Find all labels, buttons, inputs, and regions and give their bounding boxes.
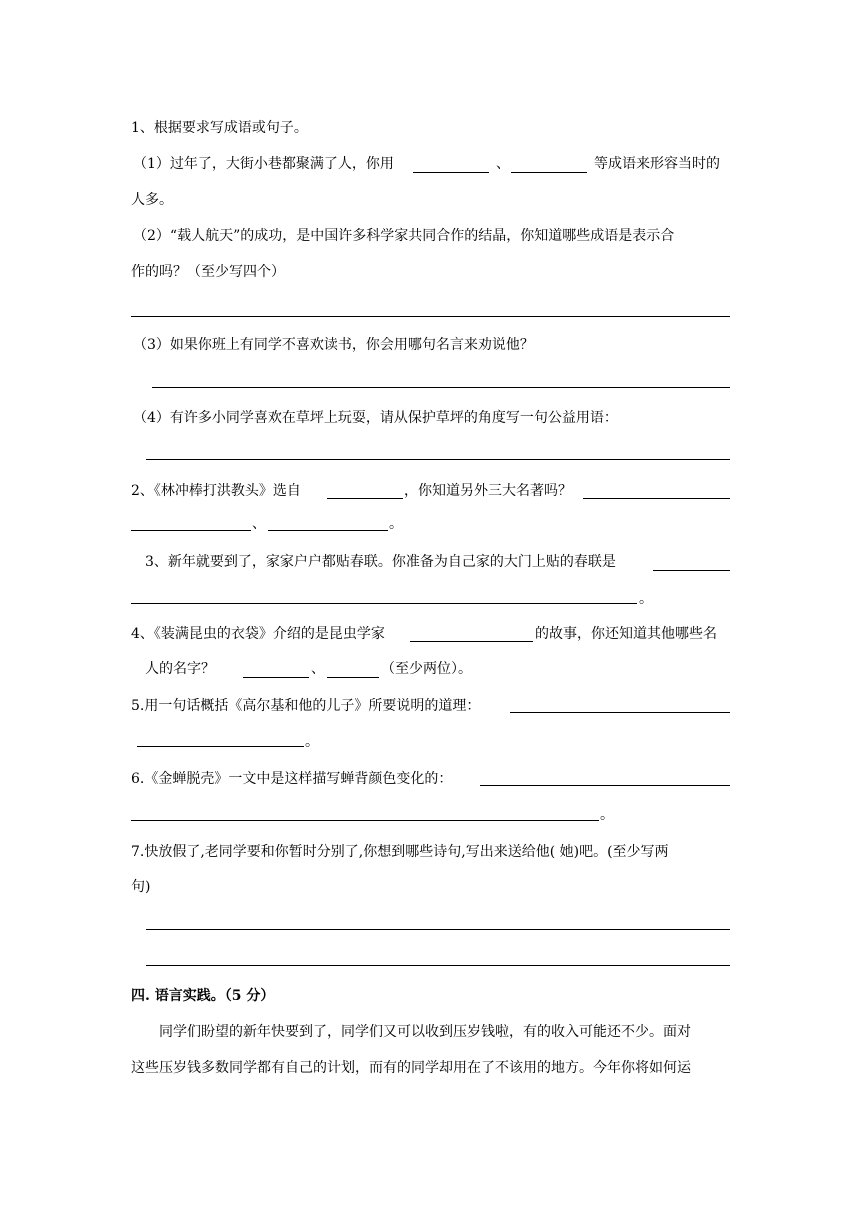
q1-part2-text: （2）“载人航天”的成功，是中国许多科学家共同合作的结晶，你知道哪些成语是表示合 <box>133 228 675 244</box>
q4-text-cont: 的故事，你还知道其他哪些名 <box>535 626 717 642</box>
q1-part1-separator: 、 <box>496 156 510 172</box>
q4-end: （至少两位）。 <box>381 661 472 677</box>
q4-blank-name-2[interactable] <box>327 677 379 678</box>
q3-blank-2[interactable] <box>131 603 637 604</box>
q3-end: 。 <box>639 591 653 607</box>
q2-blank-book-3[interactable] <box>268 530 388 531</box>
q7-answer-line-2[interactable] <box>146 965 730 966</box>
q4-text: 4、《装满昆虫的衣袋》介绍的是昆虫学家 <box>131 626 385 642</box>
q4-blank-scientist[interactable] <box>410 641 533 642</box>
q2-end: 。 <box>389 516 403 532</box>
q4-question: 人的名字？ <box>145 661 215 677</box>
q6-blank-2[interactable] <box>131 820 599 821</box>
section4-paragraph-line-1: 同学们盼望的新年快要到了，同学们又可以收到压岁钱啦，有的收入可能还不少。面对 <box>159 1024 691 1040</box>
q3-blank-1[interactable] <box>653 570 730 571</box>
q1-part1-blank-2[interactable] <box>511 172 587 173</box>
q2-text-cont: ，你知道另外三大名著吗？ <box>404 483 572 499</box>
q5-blank-1[interactable] <box>510 712 730 713</box>
q7-answer-line-1[interactable] <box>146 929 730 930</box>
q5-blank-2[interactable] <box>137 746 304 747</box>
q1-part1-blank-1[interactable] <box>413 172 489 173</box>
section4-heading: 四. 语言实践。（5 分） <box>131 988 275 1004</box>
q1-part1-continuation: 人多。 <box>131 192 173 208</box>
q2-blank-book-2[interactable] <box>131 530 251 531</box>
section4-paragraph-line-2: 这些压岁钱多数同学都有自己的计划，而有的同学却用在了不该用的地方。今年你将如何运 <box>131 1060 691 1076</box>
q1-part3-text: （3）如果你班上有同学不喜欢读书，你会用哪句名言来劝说他？ <box>133 337 534 353</box>
q5-text: 5.用一句话概括《高尔基和他的儿子》所要说明的道理： <box>131 698 481 714</box>
q7-continuation: 句) <box>131 879 151 895</box>
q2-blank-book-1[interactable] <box>583 498 730 499</box>
q1-part2-continuation: 作的吗？（至少写四个） <box>131 264 285 280</box>
q1-part4-text: （4）有许多小同学喜欢在草坪上玩耍，请从保护草坪的角度写一句公益用语： <box>133 410 618 426</box>
q2-separator: 、 <box>252 516 266 532</box>
q1-part1-text: （1）过年了，大街小巷都聚满了人，你用 <box>133 156 394 172</box>
q3-text: 3、新年就要到了，家家户户都贴春联。你准备为自己家的大门上贴的春联是 <box>145 554 616 570</box>
q1-part1-text-end: 等成语来形容当时的 <box>594 156 720 172</box>
q4-blank-name-1[interactable] <box>243 677 309 678</box>
q5-end: 。 <box>305 734 319 750</box>
q6-end: 。 <box>600 807 614 823</box>
q7-text: 7.快放假了,老同学要和你暂时分别了,你想到哪些诗句,写出来送给他( 她)吧。(至少写两 <box>131 844 669 860</box>
q6-text: 6.《金蝉脱壳》一文中是这样描写蝉背颜色变化的： <box>131 771 453 787</box>
q1-part3-answer-line[interactable] <box>152 387 730 388</box>
q4-separator: 、 <box>311 661 325 677</box>
q1-title: 1、根据要求写成语或句子。 <box>131 120 308 136</box>
q2-text: 2、《林冲棒打洪教头》选自 <box>131 483 301 499</box>
q2-blank-source[interactable] <box>327 498 403 499</box>
q1-part4-answer-line[interactable] <box>146 459 730 460</box>
q1-part2-answer-line[interactable] <box>131 316 730 317</box>
q6-blank-1[interactable] <box>480 785 730 786</box>
